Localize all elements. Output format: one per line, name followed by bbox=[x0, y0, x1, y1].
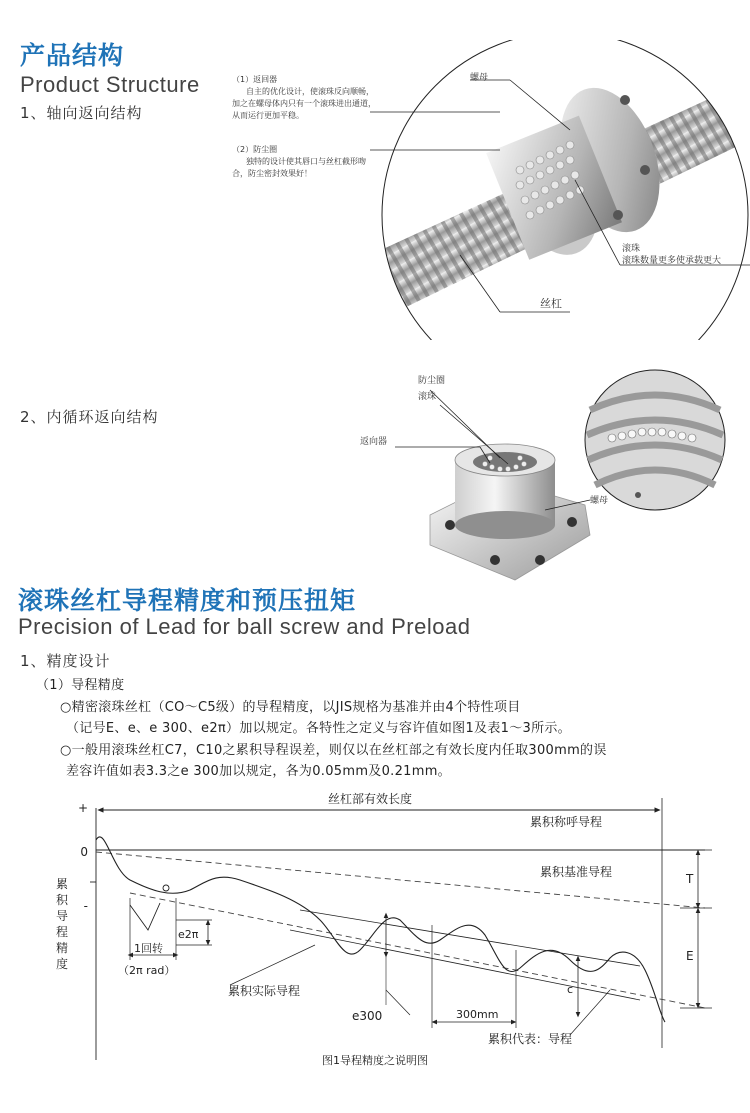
label-ball-desc: 滚珠数量更多使承载更大 bbox=[622, 256, 722, 266]
section-title-cn: 产品结构 bbox=[20, 41, 125, 70]
axis-zero-label: 0 bbox=[80, 845, 88, 859]
para1-line1: ○精密滚珠丝杠（CO～C5级）的导程精度，以JIS规格为基准并由4个特性项目 bbox=[60, 700, 521, 715]
axis-minus-label: - bbox=[83, 899, 88, 913]
actual-lead-label: 累积实际导程 bbox=[228, 984, 301, 998]
y-axis-label-char: 程 bbox=[55, 925, 69, 939]
label-screw-axial: 丝杠 bbox=[540, 297, 562, 310]
item-axial-heading: 1、轴向返向结构 bbox=[20, 104, 143, 122]
note-dust-title: （2）防尘圈 bbox=[232, 145, 278, 154]
figure-caption: 图1导程精度之说明图 bbox=[322, 1054, 428, 1067]
one-rev-label: 1回转 bbox=[134, 942, 163, 955]
para2-line1: ○一般用滚珠丝杠C7，C10之累积导程误差，则仅以在丝杠部之有效长度内任取300mm的误 bbox=[60, 743, 607, 758]
internal-structure-illustration bbox=[350, 360, 750, 590]
note-return-line: 从而运行更加平稳。 bbox=[232, 111, 304, 120]
note-dust-line: 独特的设计使其唇口与丝杠截形吻 bbox=[246, 157, 366, 166]
note-return-title: （1）返回器 bbox=[232, 75, 278, 84]
300mm-label: 300mm bbox=[456, 1008, 499, 1021]
axis-plus-label: + bbox=[77, 801, 88, 815]
reference-lead-line bbox=[96, 852, 705, 908]
y-axis-label-char: 积 bbox=[55, 893, 69, 907]
label-ball-axial: 滚珠 bbox=[622, 244, 641, 254]
item-internal-heading: 2、内循环返向结构 bbox=[20, 408, 159, 426]
para1-line2: （记号E、e、e 300、e2π）加以规定。各特性之定义与容许值如图1及表1～3所示。 bbox=[66, 721, 571, 736]
y-axis-label-char: 累 bbox=[55, 877, 69, 891]
note-return-line: 加之在螺母体内只有一个滚珠进出通道， bbox=[232, 99, 376, 108]
label-dust-internal: 防尘圈 bbox=[418, 376, 446, 386]
y-axis-label-char: 精 bbox=[55, 941, 69, 955]
note-dust-line: 合，防尘密封效果好！ bbox=[232, 169, 312, 178]
y-axis-label-char: 导 bbox=[55, 909, 69, 923]
e300-label: e300 bbox=[352, 1009, 383, 1023]
section-title-en: Product Structure bbox=[20, 72, 200, 97]
y-axis-label-char: 度 bbox=[55, 957, 69, 971]
lead-precision-diagram bbox=[0, 790, 750, 1080]
label-nut-internal: 螺母 bbox=[590, 496, 609, 506]
section2-title-cn: 滚珠丝杠导程精度和预压扭矩 bbox=[18, 586, 357, 615]
E-label: E bbox=[686, 949, 694, 963]
section2-title-en: Precision of Lead for ball screw and Preload bbox=[18, 614, 471, 639]
item-lead-precision-heading: （1）导程精度 bbox=[36, 678, 125, 693]
note-return-line: 自主的优化设计，使滚珠反向顺畅， bbox=[246, 87, 374, 96]
label-nut-axial: 螺母 bbox=[470, 73, 489, 83]
representative-lead-label: 累积代表：导程 bbox=[488, 1032, 573, 1046]
c-label: c bbox=[567, 983, 574, 996]
reference-lead-label: 累积基准导程 bbox=[540, 865, 613, 879]
label-return-internal: 返向器 bbox=[360, 437, 388, 447]
item-precision-heading: 1、精度设计 bbox=[20, 652, 111, 670]
label-ball-internal: 滚珠 bbox=[418, 392, 437, 402]
representative-lead-line bbox=[130, 893, 705, 1008]
effective-length-label: 丝杠部有效长度 bbox=[327, 792, 413, 806]
T-label: T bbox=[686, 872, 694, 886]
two-pi-rad-label: （2π rad） bbox=[118, 964, 176, 977]
e2pi-label: e2π bbox=[178, 928, 199, 941]
nominal-lead-label: 累积称呼导程 bbox=[530, 815, 603, 829]
para2-line2: 差容许值如表3.3之e 300加以规定，各为0.05mm及0.21mm。 bbox=[66, 764, 451, 779]
